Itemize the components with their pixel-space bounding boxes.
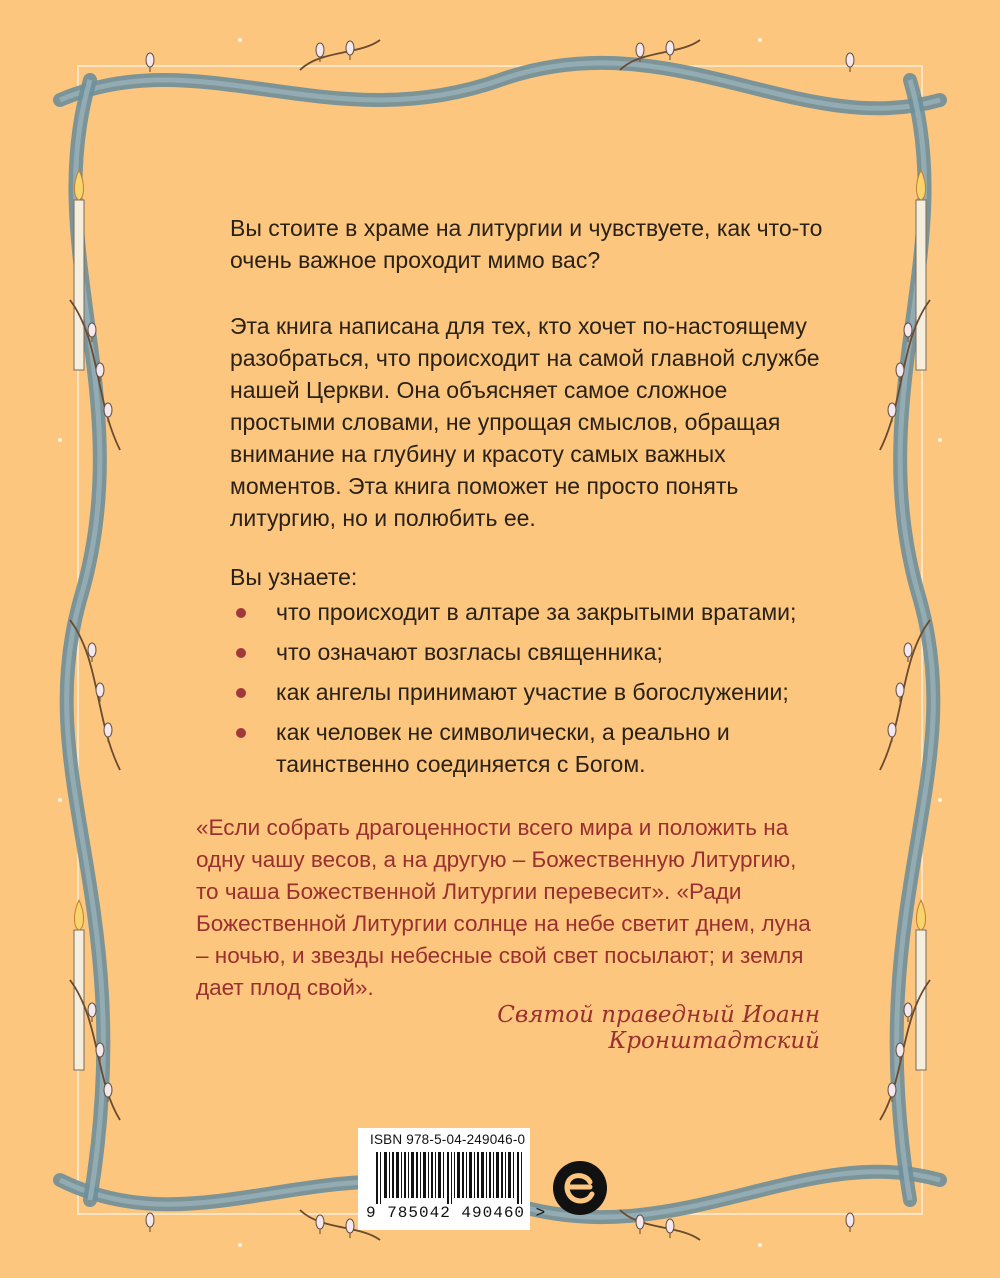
- bullet-dot-icon: [236, 728, 246, 738]
- barcode: [376, 1152, 526, 1204]
- list-item: что происходит в алтаре за закрытыми вратами;: [230, 596, 830, 628]
- quote-text: «Если собрать драгоценности всего мира и положить на одну чашу весов, а на другую – Божественную Литургию, то чаша Божественной Литургии перевесит». «Ради Божественной Литургии солнце на небе светит днем, луна – ночью, и звезды небесные свой свет посылают; и земля дает плод свой».: [196, 815, 811, 1000]
- bullet-dot-icon: [236, 688, 246, 698]
- bullet-dot-icon: [236, 608, 246, 618]
- bullet-dot-icon: [236, 648, 246, 658]
- list-item: как человек не символически, а реально и таинственно соединяется с Богом.: [230, 716, 746, 780]
- list-item: как ангелы принимают участие в богослужении;: [230, 676, 830, 708]
- barcode-digits: 9 785042 490460 >: [366, 1204, 547, 1222]
- book-description: Эта книга написана для тех, кто хочет по-настоящему разобраться, что происходит на самой главной службе нашей Церкви. Она объясняет самое сложное простыми словами, не упрощая смыслов, обращая внимание на глубину и красоту самых важных моментов. Эта книга поможет не просто понять литургию, но и полюбить ее.: [230, 313, 820, 531]
- intro-question: Вы стоите в храме на литургии и чувствуете, как что-то очень важное проходит мимо вас?: [230, 215, 823, 273]
- quote-author: Святой праведный Иоанн Кронштадтский: [497, 1002, 820, 1054]
- learn-title: Вы узнаете:: [230, 564, 358, 590]
- isbn-label: ISBN 978-5-04-249046-0: [370, 1132, 526, 1147]
- learn-list: [230, 596, 830, 788]
- list-item: что означают возгласы священника;: [230, 636, 830, 668]
- publisher-logo-icon: [552, 1160, 608, 1216]
